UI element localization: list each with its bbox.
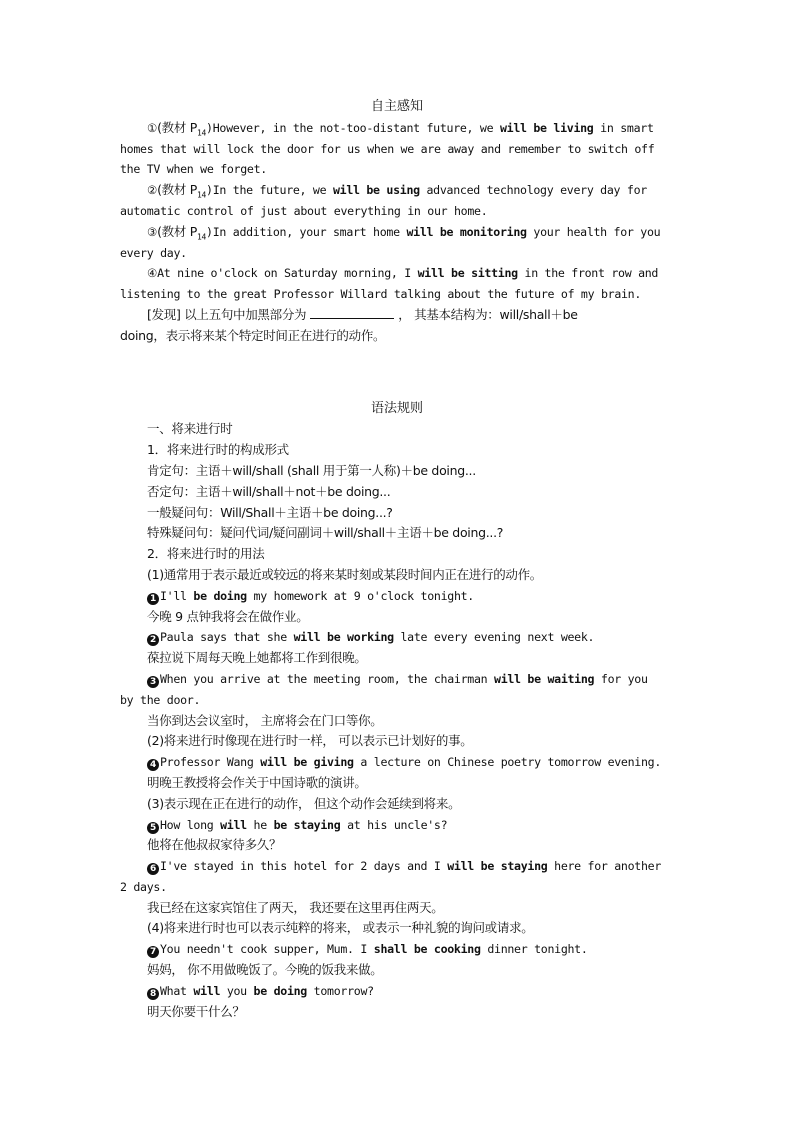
bold-phrase: will — [193, 983, 221, 998]
example-text: I've stayed in this hotel for 2 days and I — [160, 859, 448, 874]
page-number: 14 — [196, 190, 207, 200]
section-title-self-perception: 自主感知 — [370, 99, 423, 114]
bold-phrase: will be sitting — [417, 266, 518, 281]
example-text: for you — [594, 671, 648, 686]
example-text: here for another — [547, 859, 662, 874]
source-end: ) — [206, 120, 213, 135]
bold-phrase: will be waiting — [494, 671, 595, 686]
bold-phrase: will be living — [499, 120, 594, 135]
bold-phrase: will be giving — [260, 755, 354, 770]
example-number: 5 — [147, 822, 159, 834]
source-label: (教材 P — [157, 119, 197, 135]
marker: ④ — [147, 266, 158, 281]
sentence-text: In addition, your smart home — [212, 224, 407, 239]
form-affirmative: 肯定句：主语＋will/shall (shall 用于第一人称)＋be doing... — [147, 462, 476, 478]
section-title-grammar-rules: 语法规则 — [370, 400, 423, 416]
sentence-text: At nine o'clock on Saturday morning, I — [157, 266, 418, 281]
sentence-2-line-2: automatic control of just about everything in our home. — [120, 203, 488, 218]
example-text: you — [220, 983, 254, 998]
example-8 — [120, 981, 674, 1002]
example-3-translation: 当你到达会议室时， 主席将会在门口等你。 — [147, 712, 383, 728]
sentence-text: However, in the not-too-distant future, we — [212, 120, 500, 135]
usage-3: (3)表示现在正在进行的动作， 但这个动作会延续到将来。 — [147, 795, 461, 811]
source-end: ) — [206, 183, 213, 198]
example-number: 2 — [147, 634, 159, 646]
page-number: 14 — [196, 232, 207, 242]
sentence-1-line-2: homes that will lock the door for us when we are away and remember to switch off — [120, 141, 655, 156]
example-text: You needn't cook supper, Mum. I — [160, 942, 374, 957]
sentence-3-line-2: every day. — [120, 245, 187, 260]
usage-1: (1)通常用于表示最近或较远的将来某时刻或某段时间内正在进行的动作。 — [147, 566, 543, 582]
example-text: late every evening next week. — [393, 630, 595, 645]
heading-usage: 2．将来进行时的用法 — [147, 546, 265, 562]
discovery-line-1 — [120, 305, 674, 326]
example-text: dinner tonight. — [480, 942, 588, 957]
page-number: 14 — [196, 128, 207, 138]
sentence-text: your health for you — [526, 224, 661, 239]
form-yes-no-question: 一般疑问句：Will/Shall＋主语＋be doing...? — [147, 504, 393, 520]
discovery-line-2: doing，表示将来某个特定时间正在进行的动作。 — [120, 327, 386, 343]
example-6 — [120, 856, 674, 877]
sentence-2-line-1 — [120, 180, 674, 201]
example-1-translation: 今晚 9 点钟我将会在做作业。 — [147, 608, 309, 624]
example-number: 3 — [147, 676, 159, 688]
bold-phrase: be doing — [253, 983, 307, 998]
source-label: (教材 P — [157, 223, 197, 239]
example-number: 7 — [147, 946, 159, 958]
bold-phrase: will be staying — [447, 859, 548, 874]
example-text: tomorrow? — [307, 983, 374, 998]
example-5-translation: 他将在他叔叔家待多久？ — [147, 837, 282, 853]
example-8-translation: 明天你要干什么？ — [147, 1003, 245, 1019]
example-3 — [120, 669, 674, 690]
marker: ② — [147, 183, 158, 198]
bold-phrase: will be monitoring — [406, 224, 527, 239]
example-7 — [120, 939, 674, 960]
bold-phrase: shall be cooking — [373, 942, 481, 957]
example-text: he — [246, 817, 274, 832]
discovery-text-2: ， 其基本结构为：will/shall＋be — [398, 306, 578, 322]
source-end: ) — [206, 224, 213, 239]
example-1 — [120, 586, 674, 607]
example-4 — [120, 752, 674, 773]
example-6-translation: 我已经在这家宾馆住了两天， 我还要在这里再住两天。 — [147, 899, 444, 915]
example-6-line-2: 2 days. — [120, 879, 167, 894]
bold-phrase: will be working — [293, 630, 394, 645]
sentence-text: in the front row and — [517, 266, 659, 281]
sentence-1-line-1 — [120, 118, 674, 139]
example-number: 4 — [147, 759, 159, 771]
bold-phrase: be staying — [273, 817, 341, 832]
sentence-text: In the future, we — [212, 183, 333, 198]
example-number: 6 — [147, 863, 159, 875]
example-text: How long — [160, 817, 221, 832]
example-text: Paula says that she — [160, 630, 294, 645]
example-text: at his uncle's? — [340, 817, 448, 832]
example-text: When you arrive at the meeting room, the chairman — [160, 671, 495, 686]
bold-phrase: will be using — [332, 183, 420, 198]
example-text: What — [160, 983, 194, 998]
example-text: my homework at 9 o'clock tonight. — [246, 588, 474, 603]
sentence-text: advanced technology every day for — [419, 183, 647, 198]
example-text: a lecture on Chinese poetry tomorrow evening. — [353, 755, 662, 770]
heading-forms: 1．将来进行时的构成形式 — [147, 442, 289, 458]
bold-phrase: will — [220, 817, 247, 832]
form-wh-question: 特殊疑问句：疑问代词/疑问副词＋will/shall＋主语＋be doing...? — [147, 525, 504, 541]
bold-phrase: be doing — [193, 588, 247, 603]
sentence-4-line-1 — [120, 263, 674, 284]
example-text: I'll — [160, 588, 194, 603]
example-2 — [120, 627, 674, 648]
heading-future-continuous: 一、将来进行时 — [147, 421, 233, 437]
example-number: 8 — [147, 988, 159, 1000]
sentence-text: in smart — [593, 120, 654, 135]
example-text: Professor Wang — [160, 755, 261, 770]
marker: ① — [147, 120, 158, 135]
source-label: (教材 P — [157, 182, 197, 198]
example-5 — [120, 815, 674, 836]
example-4-translation: 明晚王教授将会作关于中国诗歌的演讲。 — [147, 774, 367, 790]
form-negative: 否定句：主语＋will/shall＋not＋be doing... — [147, 483, 391, 499]
example-7-translation: 妈妈， 你不用做晚饭了。今晚的饭我来做。 — [147, 962, 383, 978]
marker: ③ — [147, 224, 158, 239]
answer-blank[interactable] — [310, 306, 394, 319]
sentence-3-line-1 — [120, 222, 674, 243]
example-3-line-2: by the door. — [120, 692, 201, 707]
sentence-4-line-2: listening to the great Professor Willard talking about the future of my brain. — [120, 287, 642, 302]
usage-2: (2)将来进行时像现在进行时一样， 可以表示已计划好的事。 — [147, 733, 473, 749]
discovery-text: [发现] 以上五句中加黑部分为 — [147, 306, 307, 322]
document-page — [120, 97, 674, 1022]
example-2-translation: 葆拉说下周每天晚上她都将工作到很晚。 — [147, 650, 367, 666]
usage-4: (4)将来进行时也可以表示纯粹的将来， 或表示一种礼貌的询问或请求。 — [147, 920, 534, 936]
sentence-1-line-3: the TV when we forget. — [120, 162, 267, 177]
example-number: 1 — [147, 593, 159, 605]
